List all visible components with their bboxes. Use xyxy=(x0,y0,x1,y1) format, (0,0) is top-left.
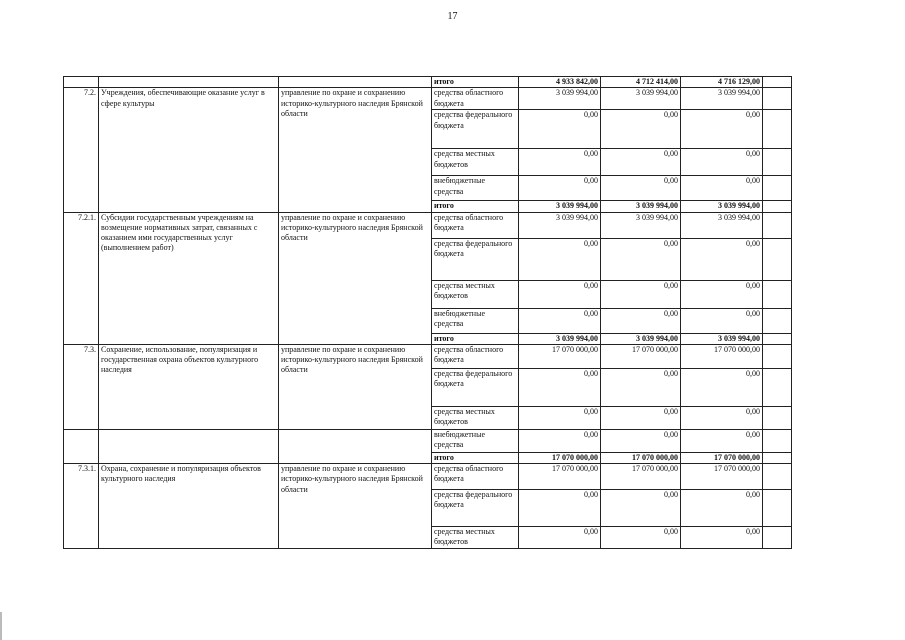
source-label: итого xyxy=(432,201,519,212)
amount-cell: 0,00 xyxy=(519,527,601,549)
amount-cell: 0,00 xyxy=(519,176,601,201)
amount-cell: 0,00 xyxy=(519,490,601,527)
empty-cell xyxy=(763,176,792,201)
source-label: внебюджетные средства xyxy=(432,176,519,201)
table-row xyxy=(64,88,792,110)
amount-cell: 3 039 994,00 xyxy=(681,201,763,212)
amount-cell: 3 039 994,00 xyxy=(601,88,681,110)
source-label: средства местных бюджетов xyxy=(432,280,519,308)
item-name: Охрана, сохранение и популяризация объектов культурного наследия xyxy=(99,464,279,549)
amount-cell: 3 039 994,00 xyxy=(601,333,681,344)
amount-cell: 3 039 994,00 xyxy=(681,88,763,110)
empty-cell xyxy=(763,464,792,490)
empty-cell xyxy=(279,77,432,88)
table-row xyxy=(64,464,792,490)
amount-cell: 17 070 000,00 xyxy=(519,452,601,463)
item-executor xyxy=(279,429,432,463)
source-label: средства местных бюджетов xyxy=(432,406,519,429)
amount-cell: 4 716 129,00 xyxy=(681,77,763,88)
amount-cell: 0,00 xyxy=(681,308,763,333)
amount-cell: 0,00 xyxy=(601,238,681,280)
amount-cell: 17 070 000,00 xyxy=(601,464,681,490)
empty-cell xyxy=(763,333,792,344)
item-name: Субсидии государственным учреждениям на возмещение нормативных затрат, связанных с оказанием ими государственных услуг (выполнением работ) xyxy=(99,212,279,344)
amount-cell: 0,00 xyxy=(519,429,601,452)
amount-cell: 0,00 xyxy=(519,406,601,429)
item-name: Учреждения, обеспечивающие оказание услуг в сфере культуры xyxy=(99,88,279,212)
empty-cell xyxy=(64,77,99,88)
amount-cell: 3 039 994,00 xyxy=(519,201,601,212)
empty-cell xyxy=(763,238,792,280)
empty-cell xyxy=(763,110,792,149)
empty-cell xyxy=(763,527,792,549)
amount-cell: 17 070 000,00 xyxy=(601,452,681,463)
empty-cell xyxy=(763,368,792,406)
empty-cell xyxy=(763,77,792,88)
amount-cell: 0,00 xyxy=(519,238,601,280)
amount-cell: 3 039 994,00 xyxy=(681,212,763,238)
amount-cell: 0,00 xyxy=(681,527,763,549)
item-executor: управление по охране и сохранению историко-культурного наследия Брянской области xyxy=(279,88,432,212)
amount-cell: 0,00 xyxy=(601,280,681,308)
amount-cell: 17 070 000,00 xyxy=(681,452,763,463)
amount-cell: 0,00 xyxy=(601,368,681,406)
source-label: средства областного бюджета xyxy=(432,88,519,110)
amount-cell: 0,00 xyxy=(601,527,681,549)
amount-cell: 3 039 994,00 xyxy=(601,212,681,238)
source-label: внебюджетные средства xyxy=(432,308,519,333)
amount-cell: 3 039 994,00 xyxy=(681,333,763,344)
empty-cell xyxy=(763,452,792,463)
amount-cell: 0,00 xyxy=(601,490,681,527)
amount-cell: 4 712 414,00 xyxy=(601,77,681,88)
amount-cell: 0,00 xyxy=(681,149,763,176)
amount-cell: 0,00 xyxy=(681,280,763,308)
source-label: средства федерального бюджета xyxy=(432,110,519,149)
source-label: внебюджетные средства xyxy=(432,429,519,452)
empty-cell xyxy=(763,344,792,368)
table-row xyxy=(64,429,792,452)
source-label: средства федерального бюджета xyxy=(432,238,519,280)
amount-cell: 0,00 xyxy=(519,110,601,149)
empty-cell xyxy=(763,280,792,308)
amount-cell: 0,00 xyxy=(601,406,681,429)
amount-cell: 0,00 xyxy=(681,490,763,527)
item-name xyxy=(99,429,279,463)
source-label: средства федерального бюджета xyxy=(432,490,519,527)
item-code: 7.3. xyxy=(64,344,99,429)
amount-cell: 4 933 842,00 xyxy=(519,77,601,88)
item-code xyxy=(64,429,99,463)
amount-cell: 0,00 xyxy=(601,308,681,333)
item-executor: управление по охране и сохранению историко-культурного наследия Брянской области xyxy=(279,464,432,549)
empty-cell xyxy=(763,212,792,238)
item-executor: управление по охране и сохранению историко-культурного наследия Брянской области xyxy=(279,212,432,344)
amount-cell: 0,00 xyxy=(601,429,681,452)
amount-cell: 3 039 994,00 xyxy=(601,201,681,212)
empty-cell xyxy=(763,149,792,176)
empty-cell xyxy=(763,88,792,110)
amount-cell: 0,00 xyxy=(681,406,763,429)
amount-cell: 17 070 000,00 xyxy=(681,464,763,490)
source-label: итого xyxy=(432,77,519,88)
amount-cell: 0,00 xyxy=(601,149,681,176)
amount-cell: 3 039 994,00 xyxy=(519,212,601,238)
amount-cell: 3 039 994,00 xyxy=(519,333,601,344)
amount-cell: 0,00 xyxy=(681,238,763,280)
source-label: средства федерального бюджета xyxy=(432,368,519,406)
budget-table xyxy=(63,76,792,549)
page-number: 17 xyxy=(447,11,458,22)
empty-cell xyxy=(763,490,792,527)
source-label: средства областного бюджета xyxy=(432,344,519,368)
amount-cell: 0,00 xyxy=(519,308,601,333)
source-label: итого xyxy=(432,452,519,463)
table-row xyxy=(64,344,792,368)
amount-cell: 0,00 xyxy=(681,110,763,149)
item-name: Сохранение, использование, популяризация и государственная охрана объектов культурного наследия xyxy=(99,344,279,429)
table-row xyxy=(64,77,792,88)
amount-cell: 0,00 xyxy=(681,429,763,452)
amount-cell: 3 039 994,00 xyxy=(519,88,601,110)
empty-cell xyxy=(763,406,792,429)
source-label: средства областного бюджета xyxy=(432,212,519,238)
amount-cell: 0,00 xyxy=(519,368,601,406)
source-label: средства местных бюджетов xyxy=(432,527,519,549)
amount-cell: 17 070 000,00 xyxy=(519,464,601,490)
source-label: итого xyxy=(432,333,519,344)
amount-cell: 0,00 xyxy=(519,149,601,176)
item-executor: управление по охране и сохранению историко-культурного наследия Брянской области xyxy=(279,344,432,429)
amount-cell: 17 070 000,00 xyxy=(601,344,681,368)
table-row xyxy=(64,212,792,238)
amount-cell: 17 070 000,00 xyxy=(519,344,601,368)
amount-cell: 0,00 xyxy=(601,176,681,201)
item-code: 7.2. xyxy=(64,88,99,212)
amount-cell: 0,00 xyxy=(681,368,763,406)
source-label: средства местных бюджетов xyxy=(432,149,519,176)
scan-mark xyxy=(0,612,2,640)
amount-cell: 0,00 xyxy=(519,280,601,308)
empty-cell xyxy=(99,77,279,88)
amount-cell: 0,00 xyxy=(681,176,763,201)
amount-cell: 0,00 xyxy=(601,110,681,149)
source-label: средства областного бюджета xyxy=(432,464,519,490)
empty-cell xyxy=(763,201,792,212)
empty-cell xyxy=(763,429,792,452)
item-code: 7.3.1. xyxy=(64,464,99,549)
empty-cell xyxy=(763,308,792,333)
amount-cell: 17 070 000,00 xyxy=(681,344,763,368)
item-code: 7.2.1. xyxy=(64,212,99,344)
